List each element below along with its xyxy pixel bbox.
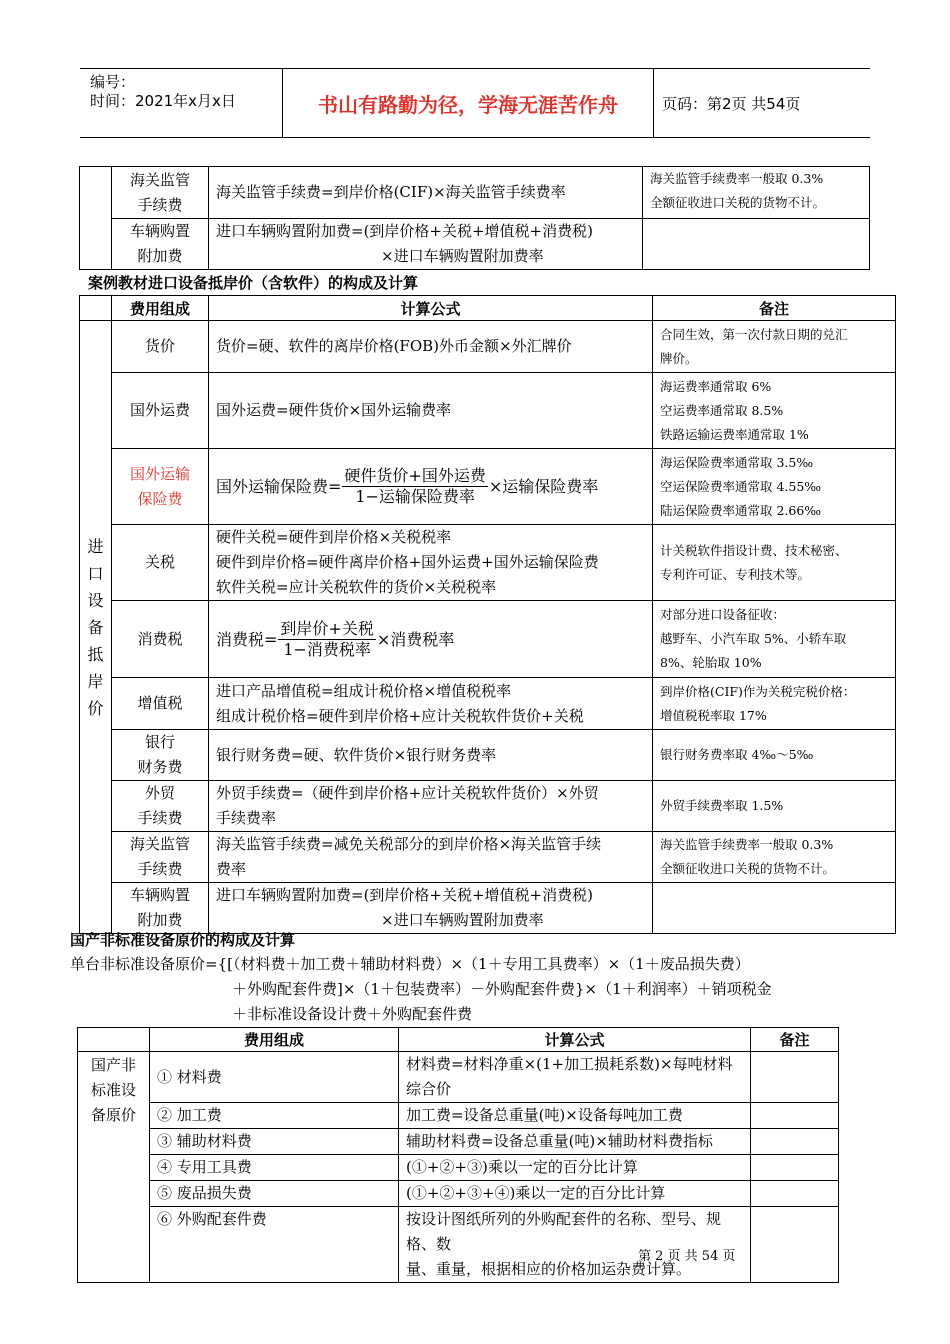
- fee-name-cell: 货价: [112, 321, 209, 373]
- formula-cell: 银行财务费=硬、软件货价×银行财务费率: [209, 730, 653, 781]
- formula-cell: 进口车辆购置附加费=(到岸价格+关税+增值税+消费税) ×进口车辆购置附加费率: [209, 219, 643, 270]
- fee-name-cell: ② 加工费: [150, 1103, 399, 1129]
- formula-cell: 海关监管手续费=到岸价格(CIF)×海关监管手续费率: [209, 167, 643, 219]
- note-cell: 银行财务费率取 4‰～5‰: [653, 730, 896, 781]
- formula-cell: 材料费=材料净重×(1+加工损耗系数)×每吨材料综合价: [399, 1052, 751, 1103]
- header-fee-component: 费用组成: [150, 1028, 399, 1052]
- formula-cell: 国外运费=硬件货价×国外运输费率: [209, 373, 653, 449]
- note-cell: [643, 219, 870, 270]
- header-formula: 计算公式: [209, 296, 653, 321]
- formula-cell: (①+②+③)乘以一定的百分比计算: [399, 1155, 751, 1181]
- note-cell: [751, 1103, 839, 1129]
- fee-name-cell: 外贸 手续费: [112, 781, 209, 832]
- document-time-label: 时间：2021年x月x日: [90, 92, 236, 110]
- note-cell: [751, 1129, 839, 1155]
- formula-cell: 外贸手续费=（硬件到岸价格+应计关税软件货价）×外贸 手续费率: [209, 781, 653, 832]
- domestic-price-formula: 单台非标准设备原价={[（材料费＋加工费＋辅助材料费）×（1＋专用工具费率）×（1＋废品损失费） ＋外购配套件费]×（1＋包装费率）－外购配套件费}×（1＋利润率）＋销项税金 ＋非标准设备设计费＋外购配套件费: [70, 955, 772, 1023]
- note-cell: [751, 1052, 839, 1103]
- group-label-import-landed-price: 进 口 设 备 抵 岸 价: [80, 321, 112, 934]
- domestic-cost-table: [77, 1027, 839, 1283]
- formula-cell: (①+②+③+④)乘以一定的百分比计算: [399, 1181, 751, 1207]
- header-formula: 计算公式: [399, 1028, 751, 1052]
- note-cell: 外贸手续费率取 1.5%: [653, 781, 896, 832]
- fee-name-cell: 关税: [112, 525, 209, 601]
- formula-cell: 辅助材料费=设备总重量(吨)×辅助材料费指标: [399, 1129, 751, 1155]
- group-cell: [80, 167, 112, 270]
- domestic-section-title: 国产非标准设备原价的构成及计算: [70, 931, 296, 949]
- group-label-domestic-price: 国产非 标准设 备原价: [78, 1052, 150, 1283]
- fraction: $\frac{\text{硬件货价+国外运费}}{\text{1−运输保险费率}}$: [344, 466, 486, 506]
- fee-name-cell: 增值税: [112, 678, 209, 730]
- note-cell: 海关监管手续费率一般取 0.3% 全额征收进口关税的货物不计。: [653, 832, 896, 883]
- fee-name-cell: ① 材料费: [150, 1052, 399, 1103]
- note-cell: 对部分进口设备征收： 越野车、小汽车取 5%、小轿车取 8%、轮胎取 10%: [653, 601, 896, 678]
- note-cell: 海运费率通常取 6% 空运费率通常取 8.5% 铁路运输运费率通常取 1%: [653, 373, 896, 449]
- note-cell: [751, 1155, 839, 1181]
- note-cell: [653, 883, 896, 934]
- page-header: [80, 68, 870, 138]
- header-fee-component: 费用组成: [112, 296, 209, 321]
- note-cell: [751, 1181, 839, 1207]
- page-footer: 第 2 页 共 54 页: [638, 1249, 736, 1264]
- formula-cell-fraction: 国外运输保险费= $\frac{\text{硬件货价+国外运费}}{\text{1−运输保险费率}}$ ×运输保险费率: [209, 449, 653, 525]
- fee-name-cell: ④ 专用工具费: [150, 1155, 399, 1181]
- import-section-title: 案例教材进口设备抵岸价（含软件）的构成及计算: [88, 274, 419, 292]
- fee-name-cell: 国外运费: [112, 373, 209, 449]
- fee-name-cell: 消费税: [112, 601, 209, 678]
- formula-cell-fraction: 消费税= $\frac{\text{到岸价+关税}}{\text{1−消费税率}}$ ×消费税率: [209, 601, 653, 678]
- fee-name-cell: 海关监管 手续费: [112, 167, 209, 219]
- page-number-label: 页码：第2页 共54页: [662, 95, 801, 113]
- note-cell: 合同生效，第一次付款日期的兑汇 牌价。: [653, 321, 896, 373]
- header-cell-empty: [80, 296, 112, 321]
- header-note: 备注: [653, 296, 896, 321]
- note-cell: 计关税软件指设计费、技术秘密、 专利许可证、专利技术等。: [653, 525, 896, 601]
- formula-cell: 硬件关税=硬件到岸价格×关税税率 硬件到岸价格=硬件离岸价格+国外运费+国外运输保险费 软件关税=应计关税软件的货价×关税税率: [209, 525, 653, 601]
- formula-cell: 进口产品增值税=组成计税价格×增值税税率 组成计税价格=硬件到岸价格+应计关税软件货价+关税: [209, 678, 653, 730]
- fee-name-cell: ③ 辅助材料费: [150, 1129, 399, 1155]
- note-cell: 到岸价格(CIF)作为关税完税价格： 增值税税率取 17%: [653, 678, 896, 730]
- document-number-label: 编号：: [90, 73, 136, 91]
- fee-name-cell: 银行 财务费: [112, 730, 209, 781]
- fee-name-cell: 海关监管 手续费: [112, 832, 209, 883]
- formula-cell: 按设计图纸所列的外购配套件的名称、型号、规格、数 量、重量，根据相应的价格加运杂费计算。: [399, 1207, 751, 1283]
- note-cell: 海关监管手续费率一般取 0.3% 全额征收进口关税的货物不计。: [643, 167, 870, 219]
- note-cell: [751, 1207, 839, 1283]
- formula-cell: 加工费=设备总重量(吨)×设备每吨加工费: [399, 1103, 751, 1129]
- fee-name-cell-highlighted: 国外运输 保险费: [112, 449, 209, 525]
- formula-cell: 海关监管手续费=减免关税部分的到岸价格×海关监管手续 费率: [209, 832, 653, 883]
- fraction: $\frac{\text{到岸价+关税}}{\text{1−消费税率}}$: [280, 618, 374, 659]
- header-motto: 书山有路勤为径，学海无涯苦作舟: [318, 93, 618, 117]
- fee-name-cell: ⑤ 废品损失费: [150, 1181, 399, 1207]
- continued-table: [79, 166, 870, 270]
- fee-name-cell: ⑥ 外购配套件费: [150, 1207, 399, 1283]
- header-note: 备注: [751, 1028, 839, 1052]
- import-cost-table: [79, 295, 896, 934]
- header-cell-empty: [78, 1028, 150, 1052]
- formula-cell: 货价=硬、软件的离岸价格(FOB)外币金额×外汇牌价: [209, 321, 653, 373]
- fee-name-cell: 车辆购置 附加费: [112, 219, 209, 270]
- formula-cell: 进口车辆购置附加费=(到岸价格+关税+增值税+消费税) ×进口车辆购置附加费率: [209, 883, 653, 934]
- fee-name-cell: 车辆购置 附加费: [112, 883, 209, 934]
- note-cell: 海运保险费率通常取 3.5‰ 空运保险费率通常取 4.55‰ 陆运保险费率通常取 2.66‰: [653, 449, 896, 525]
